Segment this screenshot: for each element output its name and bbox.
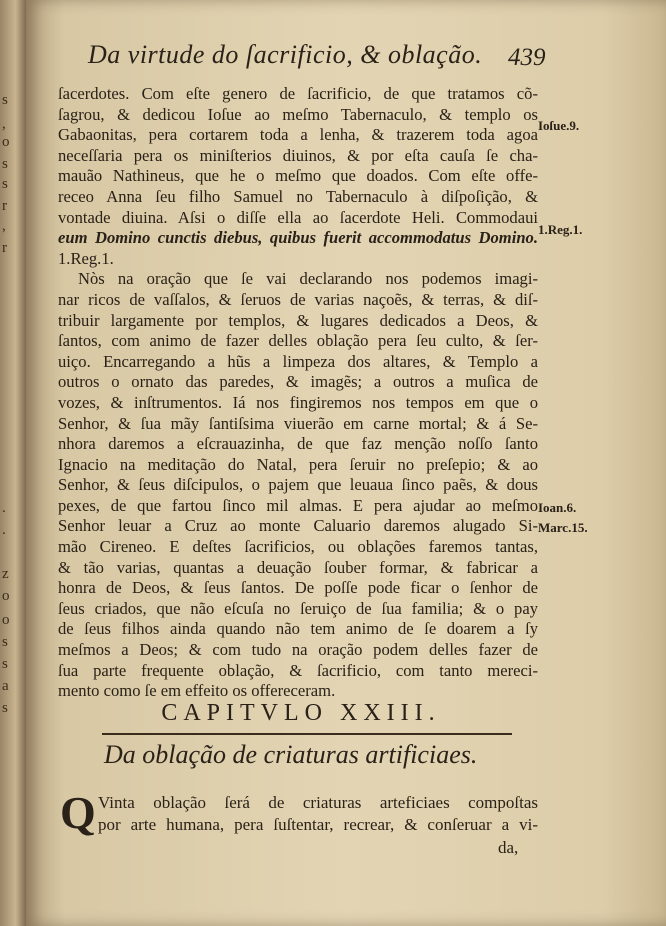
latin-quotation: eum Domino cunctis diebus, quibus fuerit accommodatus Domino. — [58, 228, 538, 248]
page-number: 439 — [508, 44, 546, 71]
facing-page-edge — [0, 0, 26, 926]
margin-fragment: , — [2, 116, 6, 132]
chapter-opening-text — [98, 792, 538, 836]
margin-fragment: s — [2, 92, 8, 108]
text-line: & tão varias, quantas a deuação ſouber formar, & fabricar a — [58, 557, 538, 577]
text-line: ſeus criados, que não eſcuſa no ſeruiço de ſua familia; & o pay — [58, 598, 538, 618]
margin-fragment: s — [2, 700, 8, 716]
text-line: tribuir largamente por templos, & lugares dedicados a Deos, & — [58, 310, 538, 330]
margin-fragment: s — [2, 634, 8, 650]
catchword: da, — [498, 838, 519, 857]
chapter-heading: CAPITVLO XXIII. — [161, 700, 441, 726]
text-line: vozes, & inſtrumentos. Iá nos fingiremos nos tempos em que o — [58, 392, 538, 412]
text-line: de ſeus filhos ainda quando não tem animo de ſe doarem a ſy — [58, 619, 538, 639]
text-line: outros o ornato das paredes, & imagẽs; a outros a muſica de — [58, 372, 538, 392]
margin-fragment: s — [2, 656, 8, 672]
margin-fragment: z — [2, 566, 9, 582]
margin-fragment: s — [2, 156, 8, 172]
text-line: ſua parte frequente oblação, & ſacrificio, com tanto mereci- — [58, 660, 538, 680]
text-line: Senhor, & ſua mãy ſantiſsima viuerão em carne mortal; & á Se- — [58, 413, 538, 433]
text-line: mento como ſe em effeito os offereceram. — [58, 681, 336, 701]
text-line: Ignacio na meditação do Natal, pera ſeruir no preſepio; & ao — [58, 454, 538, 474]
text-line: Senhor leuar a Cruz ao monte Caluario daremos alugado Si- — [58, 516, 538, 536]
title-rule — [102, 733, 512, 735]
text-line: mauão Nathineus, que he o meſmo que doados. Com eſte offe- — [58, 166, 538, 186]
text-line: Senhor, & ſeus diſcipulos, o pajem que leuaua ſinco paẽs, & dous — [58, 475, 538, 495]
margin-note: Ioan.6. — [538, 500, 577, 515]
citation-line: 1.Reg.1. — [58, 248, 114, 268]
chapter-title: Da oblação de criaturas artificiaes. — [104, 740, 478, 769]
margin-fragment: o — [2, 134, 10, 150]
text-line: nhora daremos a eſcrauazinha, de que faz menção noſſo ſanto — [58, 434, 538, 454]
text-line: ſacerdotes. Com eſte genero de ſacrificio, de que tratamos cõ- — [58, 84, 538, 103]
margin-fragment: o — [2, 612, 10, 628]
text-line: pexes, de que fartou ſinco mil almas. E pera ajudar ao meſmo — [58, 495, 538, 515]
text-line: meſmos a Deos; & com tudo na oração podem delles fazer de — [58, 640, 538, 660]
text-line: uiço. Encarregando a hũs a limpeza dos altares, & Templo a — [58, 351, 538, 371]
book-page — [26, 0, 666, 926]
margin-fragment: . — [2, 500, 6, 516]
text-line: Gabaonitas, pera cortarem toda a lenha, & trazerem toda agoa — [58, 125, 538, 145]
margin-note: Marc.15. — [538, 520, 588, 535]
text-line: Vinta oblação ſerá de criaturas arteficiaes compoſtas — [98, 793, 538, 812]
text-line: ſagrou, & dedicou Ioſue ao meſmo Tabernaculo, & templo os — [58, 104, 538, 124]
margin-fragment: o — [2, 588, 10, 604]
text-line: honra de Deos, & ſeus ſantos. De poſſe pode ficar o ſenhor de — [58, 578, 538, 598]
margin-fragment: r — [2, 240, 7, 256]
text-line: vontade diuina. Aſsi o diſſe ella ao ſacerdote Heli. Commodaui — [58, 207, 538, 227]
margin-fragment: . — [2, 522, 6, 538]
margin-fragment: a — [2, 678, 9, 694]
margin-note: Ioſue.9. — [538, 118, 580, 133]
text-line: nar ricos de vaſſalos, & ſeruos de varias naçoẽs, & terras, & diſ- — [58, 289, 538, 309]
text-line: receo Anna ſeu filho Samuel no Tabernaculo à diſpoſição, & — [58, 186, 538, 206]
margin-note: 1.Reg.1. — [538, 222, 583, 237]
text-line: ſantos, com animo de fazer delles oblação pera ſeu culto, & ſer- — [58, 331, 538, 351]
margin-fragment: s — [2, 176, 8, 192]
text-line: por arte humana, pera ſuſtentar, recrear, & conſeruar a vi- — [98, 815, 538, 834]
margin-fragment: , — [2, 218, 6, 234]
paragraph-start-line: Nòs na oração que ſe vai declarando nos podemos imagi- — [78, 269, 538, 289]
drop-cap: Q — [60, 787, 96, 838]
text-line: neceſſaria pera os miniſterios diuinos, & por eſta cauſa ſe cha- — [58, 145, 538, 165]
body-text — [58, 84, 538, 702]
text-line: mão Cireneo. E deſtes ſacrificios, ou oblações faremos tantas, — [58, 537, 538, 557]
margin-fragment: r — [2, 198, 7, 214]
running-head: Da virtude do ſacrificio, & oblação. — [88, 40, 483, 69]
